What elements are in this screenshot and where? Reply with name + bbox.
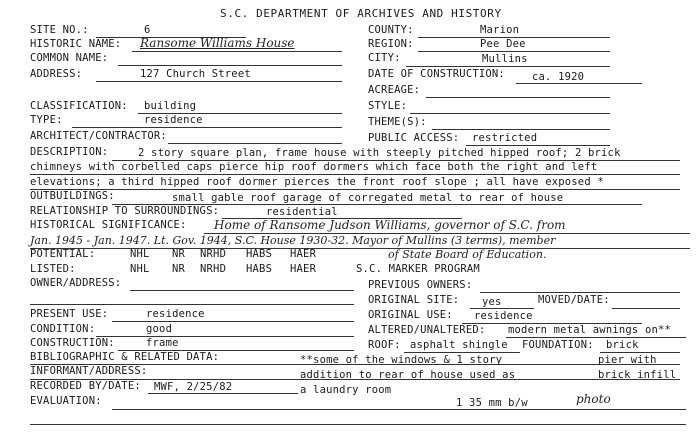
description-underline-3 xyxy=(30,189,680,190)
listed-nrhd: NRHD xyxy=(200,263,227,275)
previous-owners-label: PREVIOUS OWNERS: xyxy=(368,279,473,291)
altered-line xyxy=(506,337,686,338)
common-name-label: COMMON NAME: xyxy=(30,52,109,64)
county-label: COUNTY: xyxy=(368,24,414,36)
style-label: STYLE: xyxy=(368,100,408,112)
potential-nhl: NHL xyxy=(130,248,150,260)
historic-name-value: Ransome Williams House xyxy=(140,36,295,50)
evaluation-line xyxy=(112,409,686,410)
foundation-value: brick xyxy=(606,339,639,351)
date-line xyxy=(516,83,642,84)
foundation-line-3: brick infill xyxy=(598,369,677,381)
potential-nrhd: NRHD xyxy=(200,248,227,260)
listed-nhl: NHL xyxy=(130,263,150,275)
original-site-value: yes xyxy=(482,296,502,308)
city-label: CITY: xyxy=(368,52,401,64)
region-label: REGION: xyxy=(368,38,414,50)
condition-value: good xyxy=(146,323,173,335)
original-use-label: ORIGINAL USE: xyxy=(368,309,453,321)
type-label: TYPE: xyxy=(30,114,63,126)
owner-label: OWNER/ADDRESS: xyxy=(30,277,122,289)
foundation-label: FOUNDATION: xyxy=(522,339,594,351)
potential-nr: NR xyxy=(172,248,186,260)
site-no-label: SITE NO.: xyxy=(30,24,89,36)
date-label: DATE OF CONSTRUCTION: xyxy=(368,68,505,80)
roof-line xyxy=(404,352,520,353)
marker-program-label: S.C. MARKER PROGRAM xyxy=(356,263,480,275)
significance-line-3: of State Board of Education. xyxy=(388,248,547,261)
recorded-label: RECORDED BY/DATE: xyxy=(30,380,141,392)
construction-label: CONSTRUCTION: xyxy=(30,337,115,349)
outbuildings-label: OUTBUILDINGS: xyxy=(30,190,115,202)
city-line xyxy=(406,66,610,67)
listed-habs: HABS xyxy=(246,263,273,275)
present-use-label: PRESENT USE: xyxy=(30,308,109,320)
original-site-line xyxy=(470,308,534,309)
potential-haer: HAER xyxy=(290,248,317,260)
classification-label: CLASSIFICATION: xyxy=(30,100,128,112)
moved-line xyxy=(612,308,680,309)
description-line-1: 2 story square plan, frame house with steeply pitched hipped roof; 2 brick xyxy=(138,147,621,159)
potential-label: POTENTIAL: xyxy=(30,248,96,260)
description-line-3: elevations; a third hipped roof dormer pierces the front roof slope ; all have exposed * xyxy=(30,176,604,188)
description-line-2: chimneys with corbelled caps pierce hip roof dormers which face both the right and left xyxy=(30,161,598,173)
present-use-value: residence xyxy=(146,308,205,320)
common-name-line xyxy=(118,65,342,66)
significance-line-2: Jan. 1945 - Jan. 1947. Lt. Gov. 1944, S.C. House 1930-32. Mayor of Mullins (3 terms), member xyxy=(30,234,556,247)
architect-label: ARCHITECT/CONTRACTOR: xyxy=(30,130,167,142)
region-value: Pee Dee xyxy=(480,38,526,50)
acreage-line xyxy=(426,97,610,98)
region-line xyxy=(418,51,610,52)
condition-line xyxy=(96,336,354,337)
city-value: Mullins xyxy=(482,53,528,65)
historic-name-label: HISTORIC NAME: xyxy=(30,38,122,50)
type-line xyxy=(72,127,342,128)
address-line xyxy=(96,81,342,82)
note-line-2: addition to rear of house used as xyxy=(300,369,516,381)
significance-label: HISTORICAL SIGNIFICANCE: xyxy=(30,219,187,231)
roof-value: asphalt shingle xyxy=(410,339,508,351)
description-underline-2 xyxy=(30,174,680,175)
address-value: 127 Church Street xyxy=(140,68,251,80)
date-value: ca. 1920 xyxy=(532,71,585,83)
condition-label: CONDITION: xyxy=(30,323,96,335)
outbuildings-value: small gable roof garage of corregated metal to rear of house xyxy=(172,192,564,204)
description-label: DESCRIPTION: xyxy=(30,146,109,158)
original-site-label: ORIGINAL SITE: xyxy=(368,294,460,306)
address-label: ADDRESS: xyxy=(30,68,83,80)
photo-handwritten: photo xyxy=(576,392,611,406)
listed-nr: NR xyxy=(172,263,186,275)
informant-label: INFORMANT/ADDRESS: xyxy=(30,365,148,377)
present-use-line xyxy=(112,321,354,322)
type-value: residence xyxy=(144,114,203,126)
acreage-label: ACREAGE: xyxy=(368,84,421,96)
form-title: S.C. DEPARTMENT OF ARCHIVES AND HISTORY xyxy=(220,7,502,20)
architect-line xyxy=(168,143,342,144)
relationship-label: RELATIONSHIP TO SURROUNDINGS: xyxy=(30,205,220,217)
public-access-value: restricted xyxy=(472,132,538,144)
foundation-line xyxy=(600,352,680,353)
foundation-line-2: pier with xyxy=(598,354,657,366)
public-access-label: PUBLIC ACCESS: xyxy=(368,132,460,144)
owner-line-2 xyxy=(30,304,354,305)
construction-value: frame xyxy=(146,337,179,349)
themes-line xyxy=(432,129,610,130)
note-line-1: **some of the windows & 1 story xyxy=(300,354,503,366)
potential-habs: HABS xyxy=(246,248,273,260)
themes-label: THEME(S): xyxy=(368,116,427,128)
moved-label: MOVED/DATE: xyxy=(538,294,610,306)
style-line xyxy=(410,113,610,114)
relationship-value: residential xyxy=(266,206,338,218)
evaluation-label: EVALUATION: xyxy=(30,395,102,407)
owner-line xyxy=(130,290,354,291)
listed-label: LISTED: xyxy=(30,263,76,275)
significance-underline-2 xyxy=(30,248,690,249)
county-value: Marion xyxy=(480,24,520,36)
public-access-line xyxy=(466,145,610,146)
site-no-value: 6 xyxy=(144,24,151,36)
original-use-value: residence xyxy=(474,310,533,322)
bibliographic-label: BIBLIOGRAPHIC & RELATED DATA: xyxy=(30,351,220,363)
altered-label: ALTERED/UNALTERED: xyxy=(368,324,486,336)
classification-value: building xyxy=(144,100,197,112)
historic-name-line xyxy=(132,51,342,52)
roof-label: ROOF: xyxy=(368,339,401,351)
significance-line-1: Home of Ransome Judson Williams, governor of S.C. from xyxy=(214,218,566,232)
recorded-line xyxy=(148,393,298,394)
altered-value: modern metal awnings on** xyxy=(508,324,672,336)
recorded-value: MWF, 2/25/82 xyxy=(154,381,233,393)
photo-value: 1 35 mm b/w xyxy=(456,397,528,409)
previous-owners-line xyxy=(480,292,680,293)
evaluation-line-2 xyxy=(30,424,686,425)
listed-haer: HAER xyxy=(290,263,317,275)
note-line-3: a laundry room xyxy=(300,384,392,396)
